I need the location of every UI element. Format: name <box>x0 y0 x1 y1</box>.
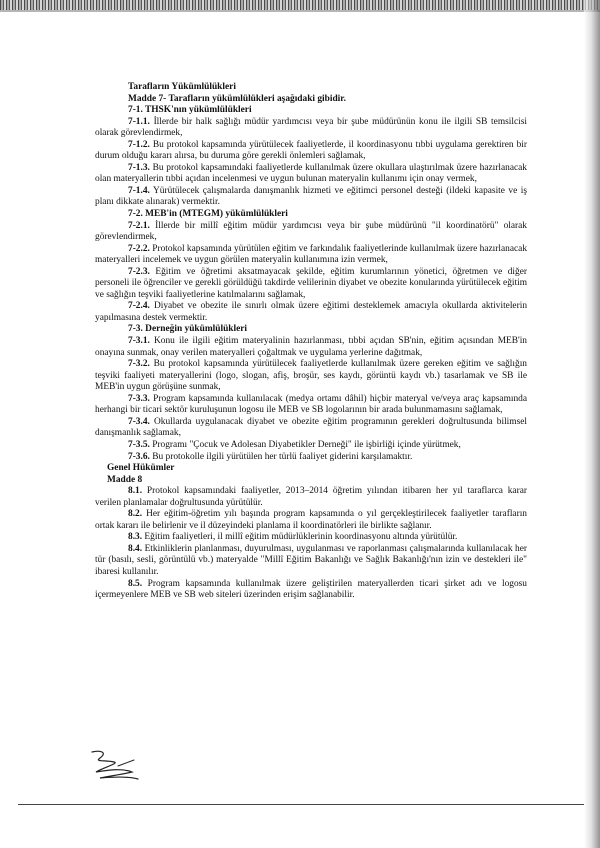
heading-text: Tarafların Yükümlülükleri <box>128 82 236 92</box>
scan-top-border <box>0 0 600 10</box>
section-heading <box>95 94 527 106</box>
clause-number: 7-1.2. <box>128 139 150 150</box>
clause-text: Program kapsamında kullanılmak üzere geliştirilen materyallerden ticari şirket adı ve logosu içermeyenlere MEB ve SB web siteleri üzerinden erişim sağlanabilir. <box>95 578 527 601</box>
clause-paragraph <box>95 394 527 417</box>
clause-text: Bu protokol kapsamında yürütülecek faaliyetlerde kullanılmak üzere gereken eğitim ve sağlığın teşviki faaliyeti materyallerini (logo, slogan, afiş, broşür, ses kaydı, görüntü kaydı vb.) tasarlamak ve SB ile MEB'in uygun görüşüne sunmak, <box>95 359 527 393</box>
scan-top-shadow <box>0 10 600 12</box>
clause-number: 7-2.3. <box>128 266 150 277</box>
clause-number: 8.2. <box>128 509 143 520</box>
clause-paragraph <box>95 186 527 209</box>
clause-text: Etkinliklerin planlanması, duyurulması, uygulanması ve raporlanması çalışmalarında kullanılacak her tür (basılı, sesli, görüntülü vb.) materyalde "Millî Eğitim Bakanlığı ve Sağlık Bakanlığı'nın izin ve destekleri ile" ibaresi kullanılır. <box>95 543 528 577</box>
clause-text: Diyabet ve obezite ile sınırlı olmak üzere eğitimi desteklemek amacıyla okullarda aktivitelerin yapılmasına destek vermektir. <box>95 301 528 323</box>
clause-text: Her eğitim-öğretim yılı başında program kapsamında o yıl gerçekleştirilecek faaliyetler tarafların ortak kararı ile belirlenir ve il düzeyindeki planlama il koordinatörleri ile birlikte sağlanır. <box>95 509 527 531</box>
clause-paragraph <box>95 140 527 163</box>
clause-paragraph <box>95 440 527 452</box>
section-heading <box>95 209 527 221</box>
heading-text: Madde 8 <box>107 474 143 485</box>
heading-text: Genel Hükümler <box>107 463 175 474</box>
heading-text: 7-3. Derneğin yükümlülükleri <box>128 324 248 335</box>
clause-number: 7-2.2. <box>128 243 150 254</box>
clause-number: 7-3.4. <box>128 416 150 427</box>
clause-text: Bu protokolle ilgili yürütülen her türlü faaliyet giderini karşılamaktır. <box>152 451 413 462</box>
clause-paragraph <box>95 244 527 267</box>
clause-paragraph <box>95 336 527 359</box>
clause-text: Protokol kapsamında yürütülen eğitim ve farkındalık faaliyetlerinde kullanılmak üzere hazırlanacak materyalleri incelemek ve uygun görülen materyalin kullanımına izin vermek, <box>95 243 528 266</box>
section-heading <box>95 324 527 336</box>
clause-text: Eğitim ve öğretimi aksatmayacak şekilde, eğitim kurumlarının yönetici, öğretmen ve diğer personeli ile öğrenciler ve gerekli görüldüğü takdirde velilerinin diyabet ve obezite konularında yürütülecek eğitim ve sağlığın teşviki faaliyetlerine katılmalarını sağlamak, <box>95 266 527 300</box>
heading-text: 7-2. MEB'in (MTEGM) yükümlülükleri <box>128 209 288 220</box>
clause-text: Bu protokol kapsamında yürütülecek faaliyetlerde, il koordinasyonu tıbbi uygulama gerektiren bir durum olduğu kararı alırsa, bu duruma göre gerekli önlemleri sağlamak, <box>95 139 528 162</box>
clause-paragraph <box>95 359 527 394</box>
clause-paragraph <box>95 509 527 532</box>
clause-text: İllerde bir halk sağlığı müdür yardımcısı veya bir şube müdürünün konu ile ilgili SB temsilcisi olarak görevlendirmek, <box>95 116 527 139</box>
clause-text: Yürütülecek çalışmalarda danışmanlık hizmeti ve eğitimci personel desteği (ildeki kapasite ve iş planı dikkate alınarak) vermektir. <box>95 185 527 208</box>
clause-text: Programı "Çocuk ve Adolesan Diyabetikler Derneği" ile işbirliği içinde yürütmek, <box>152 439 461 450</box>
clause-number: 8.1. <box>128 486 143 497</box>
section-heading <box>95 82 527 94</box>
clause-number: 7-1.4. <box>128 185 150 196</box>
clause-number: 8.3. <box>128 532 143 543</box>
clause-paragraph <box>95 267 527 302</box>
clause-text: İllerde bir millî eğitim müdür yardımcısı veya bir şube müdürünü "il koordinatörü" olarak görevlendirmek, <box>95 220 527 243</box>
clause-text: Program kapsamında kullanılacak (medya ortamı dâhil) hiçbir materyal ve/veya araç kapsamında herhangi bir ticari sektör kuruluşunun logosu ile MEB ve SB logolarının bir arada bulunmamasını sağlamak, <box>95 393 528 416</box>
document-body <box>95 82 527 602</box>
clause-number: 7-1.3. <box>128 162 150 173</box>
signature-icon <box>88 746 144 786</box>
clause-paragraph <box>95 452 527 464</box>
clause-paragraph <box>95 532 527 544</box>
clause-paragraph <box>95 579 527 602</box>
section-heading <box>95 475 527 487</box>
clause-text: Protokol kapsamındaki faaliyetler, 2013–2014 öğretim yılından itibaren her yıl taraflarca karar verilen planlamalar doğrultusunda yürütülür. <box>95 486 527 508</box>
heading-text: Madde 7- Tarafların yükümlülükleri aşağıdaki gibidir. <box>128 93 346 104</box>
clause-number: 8.5. <box>128 578 143 589</box>
clause-number: 7-3.6. <box>128 451 150 462</box>
clause-paragraph <box>95 301 527 324</box>
clause-text: Okullarda uygulanacak diyabet ve obezite eğitim programının gerekleri doğrultusunda bilimsel danışmanlık sağlamak, <box>95 416 527 439</box>
clause-text: Bu protokol kapsamındaki faaliyetlerde kullanılmak üzere okullara ulaştırılmak üzere hazırlanacak olan materyallerin tıbbi açıdan incelenmesi ve uygun bulunan materyalin kullanımı için onay vermek, <box>95 162 527 185</box>
clause-number: 7-3.2. <box>128 359 150 370</box>
clause-number: 7-3.1. <box>128 336 150 347</box>
section-heading <box>95 105 527 117</box>
scan-right-shadow <box>584 0 600 848</box>
clause-paragraph <box>95 221 527 244</box>
clause-number: 7-2.1. <box>128 220 150 231</box>
clause-text: Eğitim faaliyetleri, il millî eğitim müdürlüklerinin koordinasyonu altında yürütülür. <box>144 532 458 543</box>
clause-paragraph <box>95 417 527 440</box>
clause-number: 7-3.3. <box>128 393 150 404</box>
clause-paragraph <box>95 163 527 186</box>
clause-paragraph <box>95 486 527 509</box>
clause-text: Konu ile ilgili eğitim materyalinin hazırlanması, tıbbi açıdan SB'nin, eğitim açısından MEB'in onayına sunmak, onay verilen materyalleri çoğaltmak ve uygulama yerlerine dağıtmak, <box>95 336 527 358</box>
clause-number: 7-2.4. <box>128 301 150 312</box>
clause-paragraph <box>95 544 527 579</box>
clause-paragraph <box>95 117 527 140</box>
clause-number: 7-1.1. <box>128 116 150 127</box>
bottom-rule <box>18 804 584 805</box>
section-heading <box>95 463 527 475</box>
clause-number: 8.4. <box>128 543 143 554</box>
clause-number: 7-3.5. <box>128 439 150 450</box>
heading-text: 7-1. THSK'nın yükümlülükleri <box>128 105 252 116</box>
